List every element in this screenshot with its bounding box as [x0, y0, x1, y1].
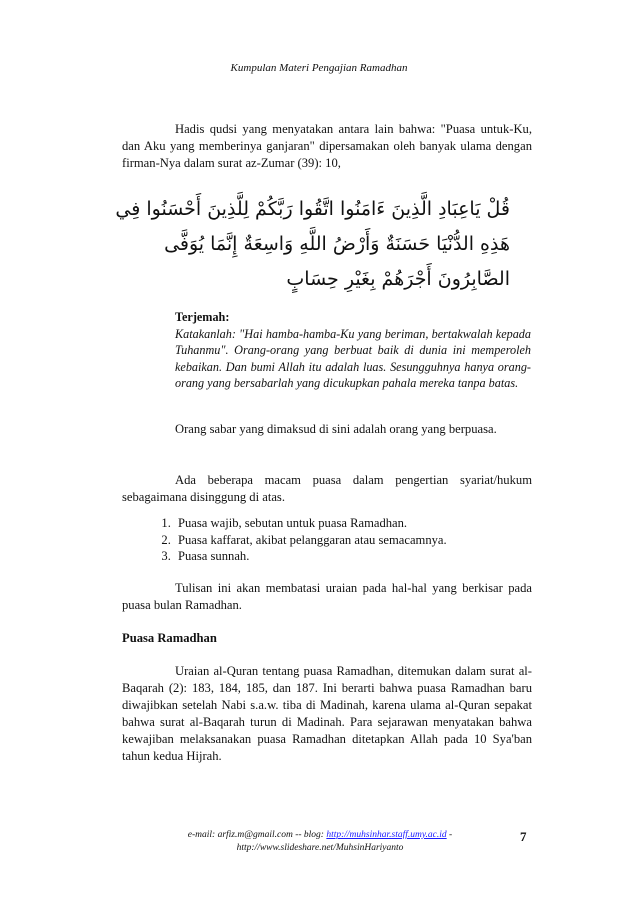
verse-line-3: الصَّابِرُونَ أَجْرَهُمْ بِغَيْرِ حِسَابٍ	[286, 268, 510, 290]
list-item: 1. Puasa wajib, sebutan untuk puasa Ramadhan.	[174, 515, 532, 532]
section-title-block	[122, 630, 532, 647]
sabar-paragraph: Orang sabar yang dimaksud di sini adalah orang yang berpuasa.	[175, 422, 497, 436]
running-header: Kumpulan Materi Pengajian Ramadhan	[230, 62, 408, 74]
intro-paragraph: Hadis qudsi yang menyatakan antara lain bahwa: "Puasa untuk-Ku, dan Aku yang memberinya ganjaran" dipersamakan oleh banyak ulama dengan firman-Nya dalam surat az-Zumar (39): 10,	[122, 122, 532, 170]
ramadhan-paragraph: Uraian al-Quran tentang puasa Ramadhan, ditemukan dalam surat al-Baqarah (2): 183, 184, 185, dan 187. Ini berarti bahwa puasa Ramadhan baru diwajibkan setelah Nabi s.a.w. tiba di Madinah, karena ulama al-Quran sepakat bahwa surat al-Baqarah turun di Madinah. Para sejarawan menyatakan bahwa kewajiban melaksanakan puasa Ramadhan ditetapkan Allah pada 10 Sya'ban tahun kedua Hijrah.	[122, 664, 532, 763]
list-item: 3. Puasa sunnah.	[174, 548, 532, 565]
batas-block	[122, 580, 532, 614]
macam-paragraph: Ada beberapa macam puasa dalam pengertian syariat/hukum sebagaimana disinggung di atas.	[122, 473, 532, 504]
quran-verse	[115, 192, 510, 297]
footer-separator: -	[446, 830, 453, 840]
verse-line-2: هَذِهِ الدُّنْيَا حَسَنَةٌ وَأَرْضُ اللَّهِ وَاسِعَةٌ إِنَّمَا يُوَفَّى	[164, 233, 510, 255]
sabar-block	[122, 421, 532, 438]
translation-text: Katakanlah: "Hai hamba-hamba-Ku yang beriman, bertakwalah kepada Tuhanmu". Orang-orang yang berbuat baik di dunia ini memperoleh kebaikan. Dan bumi Allah itu adalah luas. Sesungguhnya hanya orang-orang yang bersabarlah yang dicukupkan pahala mereka tanpa batas.	[175, 326, 531, 390]
page-number: 7	[520, 829, 527, 844]
page-footer	[160, 829, 480, 855]
verse-line-1: قُلْ يَاعِبَادِ الَّذِينَ ءَامَنُوا اتَّقُوا رَبَّكُمْ لِلَّذِينَ أَحْسَنُوا فِي	[115, 198, 510, 220]
translation-block	[175, 309, 531, 392]
batas-paragraph: Tulisan ini akan membatasi uraian pada hal-hal yang berkisar pada puasa bulan Ramadhan.	[122, 581, 532, 612]
list-item: 2. Puasa kaffarat, akibat pelanggaran atau semacamnya.	[174, 532, 532, 549]
macam-block	[122, 472, 532, 506]
blog-link[interactable]: http://muhsinhar.staff.umy.ac.id	[326, 830, 447, 840]
section-title: Puasa Ramadhan	[122, 631, 217, 645]
slideshare-link[interactable]: http://www.slideshare.net/MuhsinHariyanto	[236, 843, 404, 853]
footer-contact: e-mail: arfiz.m@gmail.com -- blog:	[187, 830, 327, 840]
intro-block	[122, 121, 532, 172]
puasa-list	[122, 515, 532, 565]
ramadhan-block	[122, 663, 532, 765]
puasa-list-block	[122, 515, 532, 565]
translation-label: Terjemah:	[175, 310, 230, 324]
